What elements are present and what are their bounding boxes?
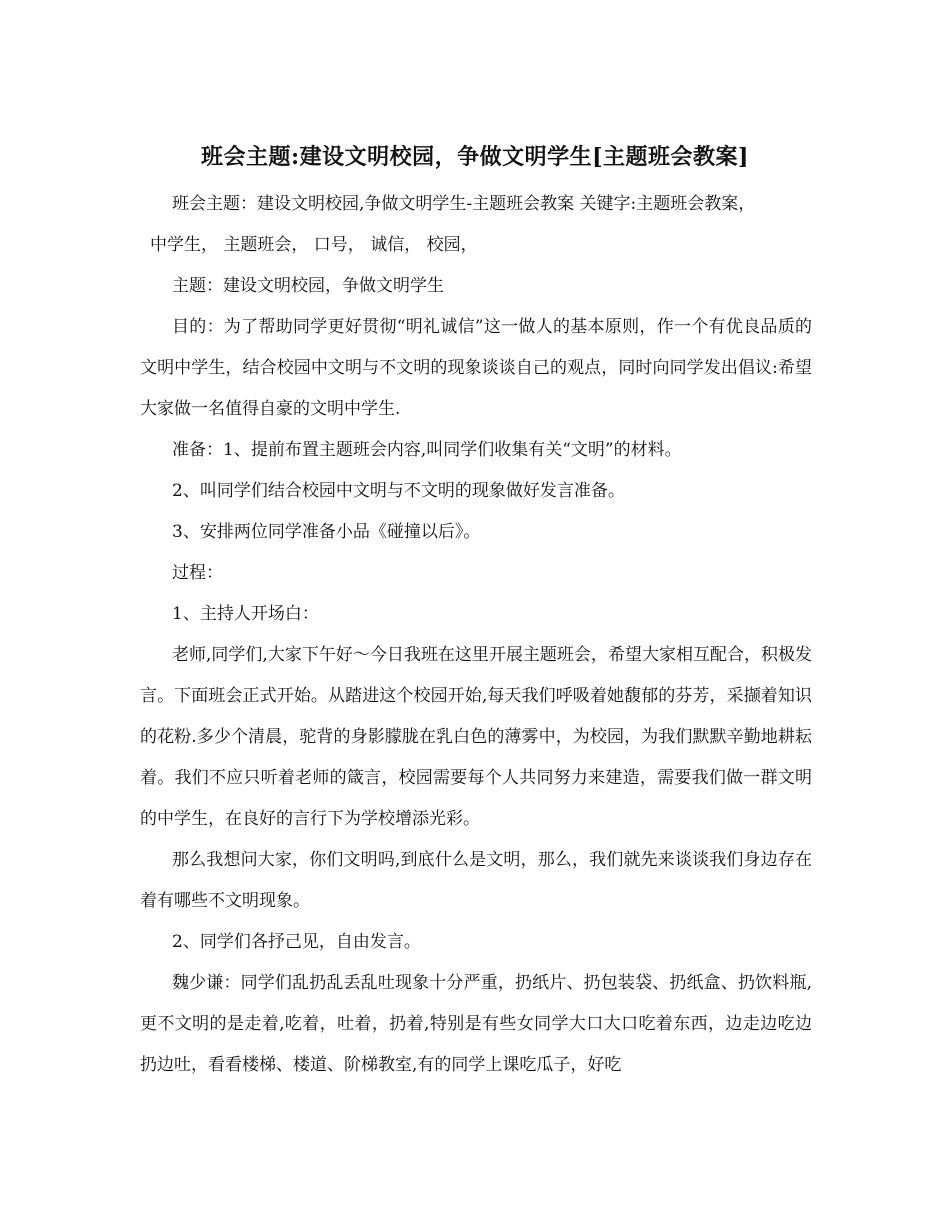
paragraph-keywords-continued: 中学生， 主题班会， 口号， 诚信， 校园， (150, 235, 478, 255)
paragraph-preparation-2: 2、叫同学们结合校园中文明与不文明的现象做好发言准备。 (172, 481, 625, 501)
paragraph-topic: 主题：建设文明校园，争做文明学生 (172, 276, 444, 296)
paragraph-theme-keywords: 班会主题：建设文明校园,争做文明学生-主题班会教案 关键字:主题班会教案， (172, 194, 756, 214)
paragraph-wei-shaoqian: 魏少谦：同学们乱扔乱丢乱吐现象十分严重，扔纸片、扔包装袋、扔纸盒、扔饮料瓶,更不文明的是走着,吃着，吐着，扔着,特别是有些女同学大口大口吃着东西，边走边吃边扔边吐，看看楼梯、楼道、阶梯教室,有的同学上课吃瓜子，好吃 (140, 973, 812, 1075)
paragraph-step-1-heading: 1、主持人开场白： (172, 604, 319, 624)
paragraph-process-heading: 过程： (172, 563, 223, 583)
document-title: 班会主题:建设文明校园，争做文明学生[主题班会教案] (201, 144, 749, 170)
document-body (140, 184, 812, 1086)
paragraph-preparation-1: 准备：1、提前布置主题班会内容,叫同学们收集有关“文明”的材料。 (172, 440, 682, 460)
paragraph-step-2-heading: 2、同学们各抒己见，自由发言。 (172, 932, 421, 952)
paragraph-preparation-3: 3、安排两位同学准备小品《碰撞以后》。 (172, 522, 481, 542)
paragraph-purpose: 目的：为了帮助同学更好贯彻“明礼诚信”这一做人的基本原则，作一个有优良品质的文明中学生，结合校园中文明与不文明的现象谈谈自己的观点，同时向同学发出倡议:希望大家做一名值得自豪的文明中学生. (140, 317, 812, 419)
paragraph-host-question: 那么我想问大家，你们文明吗,到底什么是文明，那么，我们就先来谈谈我们身边存在着有哪些不文明现象。 (140, 850, 812, 911)
paragraph-host-opening: 老师,同学们,大家下午好～今日我班在这里开展主题班会，希望大家相互配合，积极发言。下面班会正式开始。从踏进这个校园开始,每天我们呼吸着她馥郁的芬芳，采撷着知识的花粉.多少个清晨，驼背的身影朦胧在乳白色的薄雾中，为校园，为我们默默辛勤地耕耘着。我们不应只听着老师的箴言，校园需要每个人共同努力来建造，需要我们做一群文明的中学生，在良好的言行下为学校增添光彩。 (140, 645, 812, 829)
